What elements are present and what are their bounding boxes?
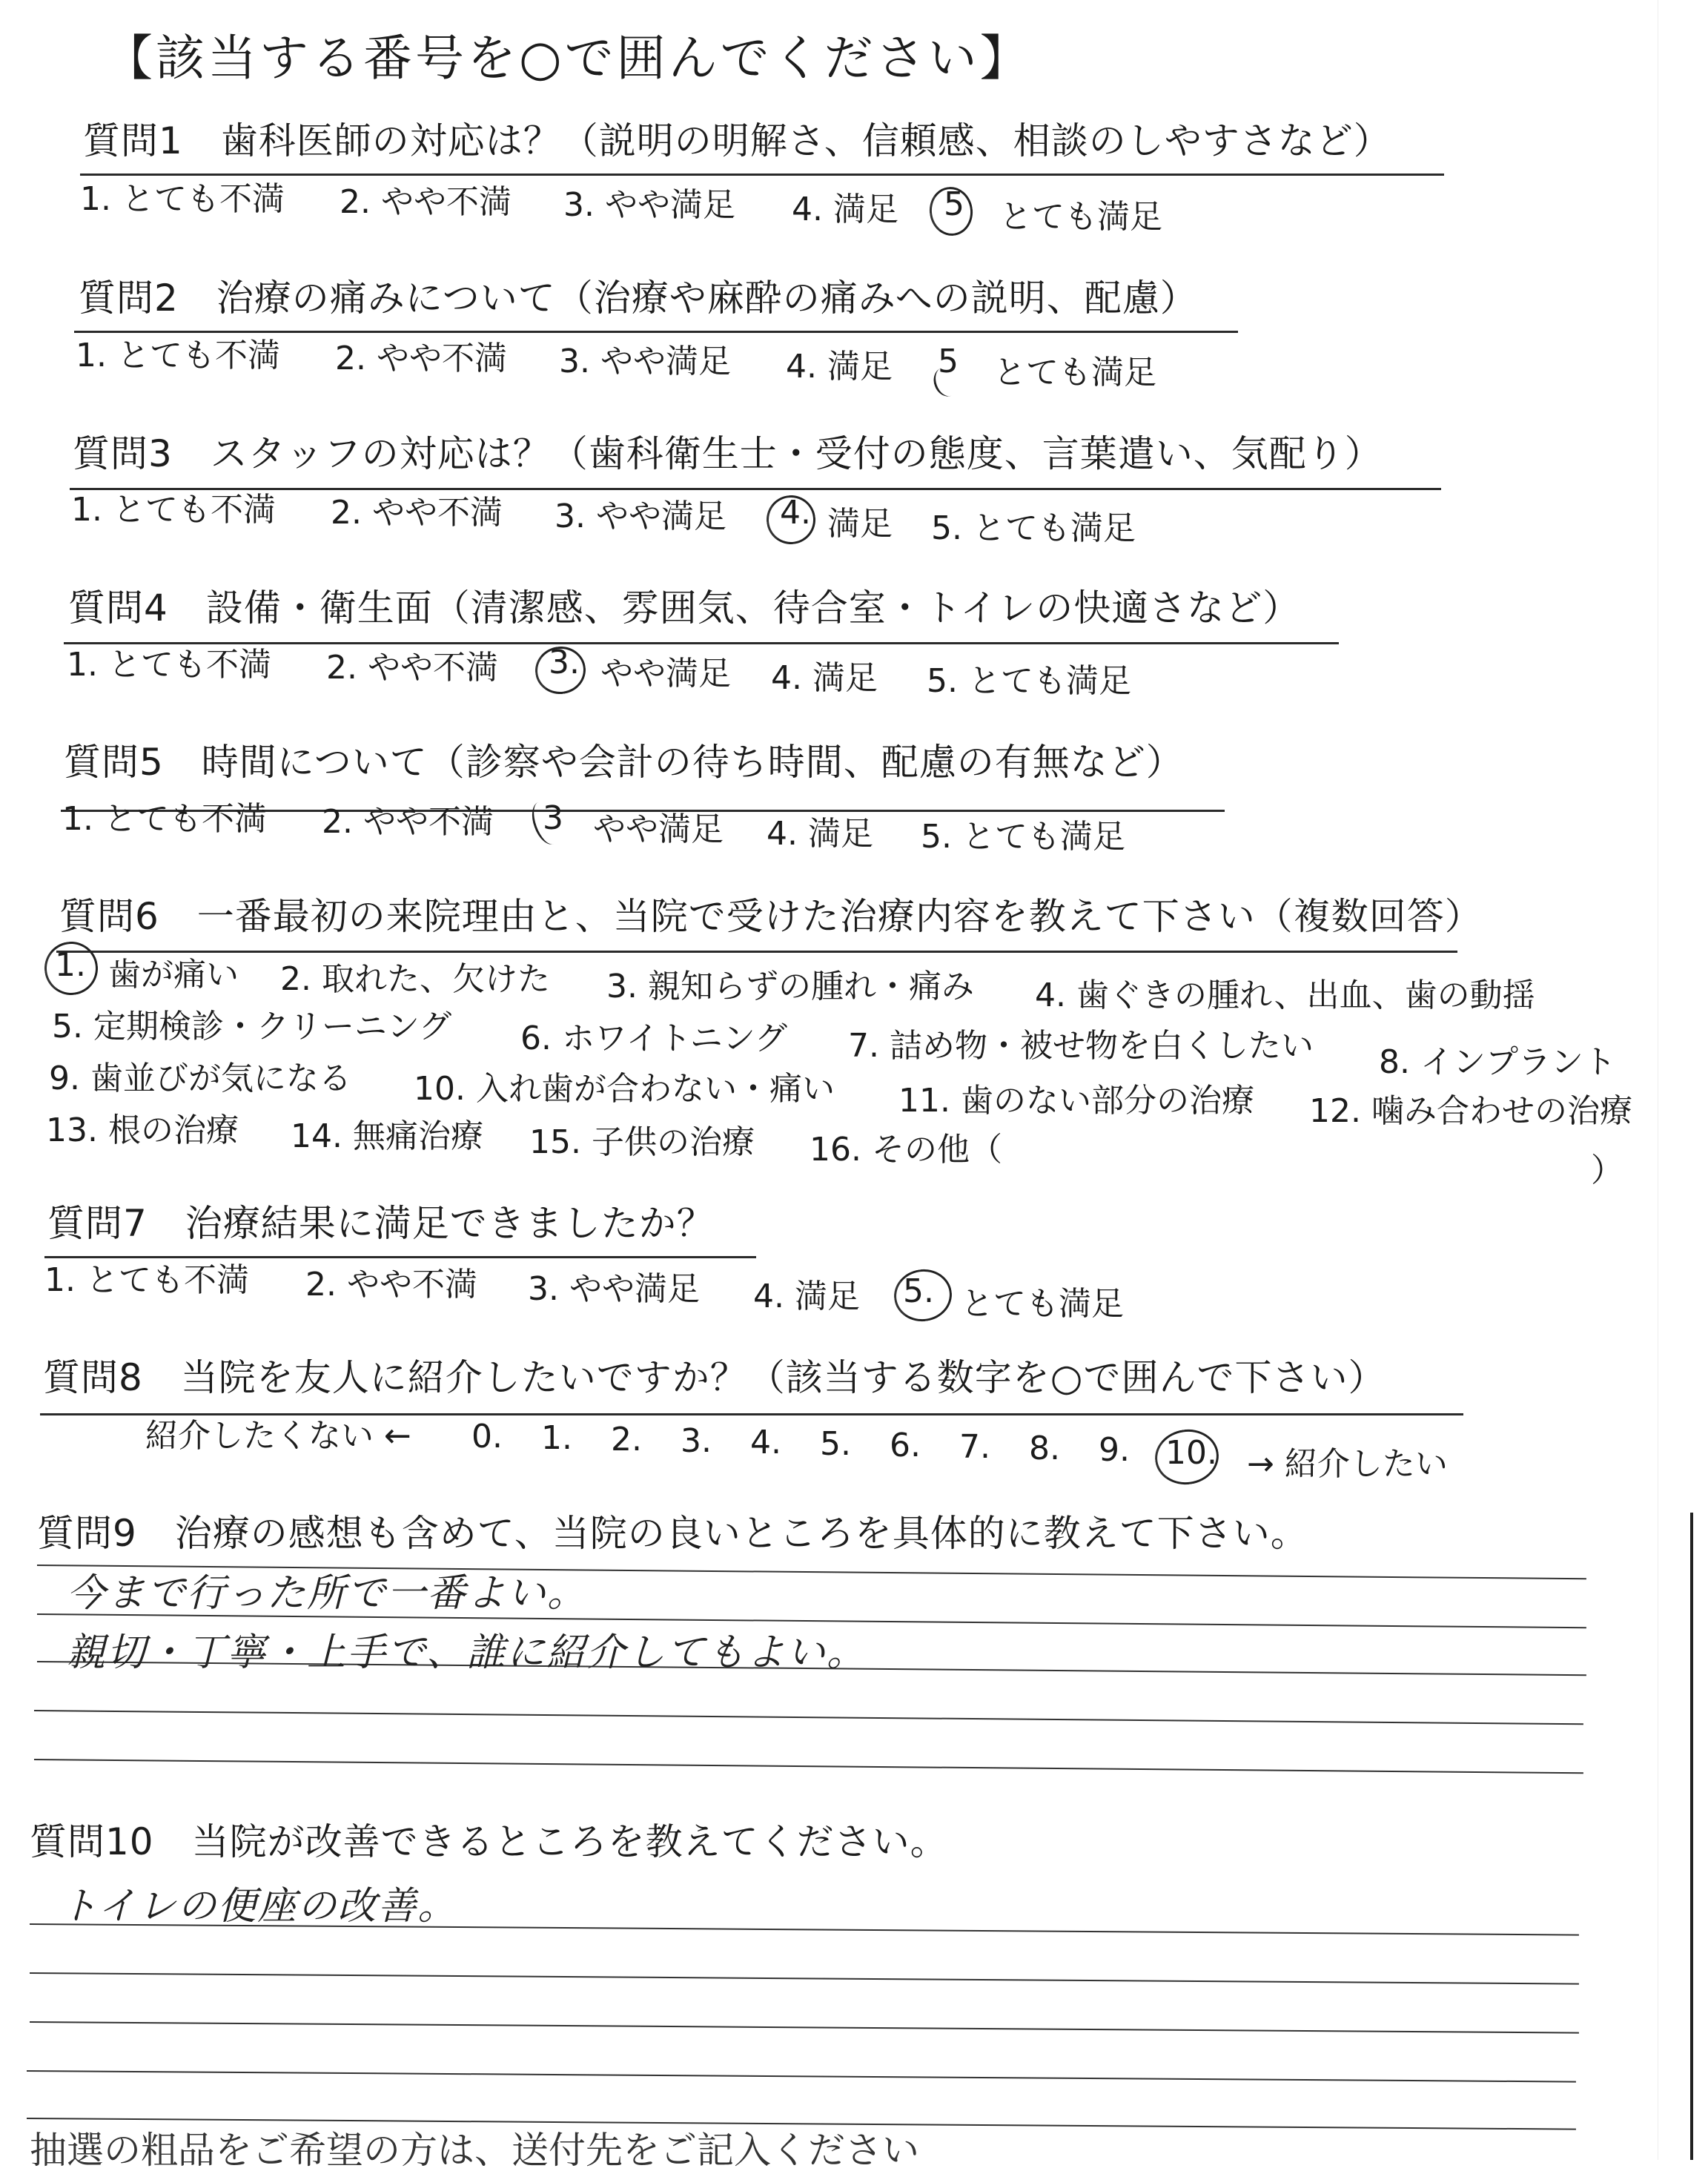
question-9-title: 質問9 治療の感想も含めて、当院の良いところを具体的に教えて下さい。 [37,1512,1308,1555]
q6-option-9[interactable]: 9. 歯並びが気になる [49,1060,351,1097]
question-6-title: 質問6 一番最初の来院理由と、当院で受けた治療内容を教えて下さい（複数回答） [59,895,1483,938]
q2-option-1[interactable]: 1. とても不満 [76,337,280,374]
question-1-underline [80,174,1444,176]
q8-scale-1[interactable]: 1. [541,1419,572,1457]
q5-option-2[interactable]: 2. やや不満 [322,803,494,841]
q6-option-2[interactable]: 2. 取れた、欠けた [280,960,550,998]
q6-option-13[interactable]: 13. 根の治療 [46,1111,239,1149]
q1-option-4[interactable]: 4. 満足 [792,191,898,228]
q6-option-1-number[interactable]: 1. [55,946,86,984]
q2-option-3[interactable]: 3. やや満足 [559,343,731,380]
q2-option-2[interactable]: 2. やや不満 [335,340,507,377]
q3-option-1[interactable]: 1. とても不満 [71,491,276,529]
question-4-title: 質問4 設備・衛生面（清潔感、雰囲気、待合室・トイレの快適さなど） [68,587,1301,630]
question-8-title: 質問8 当院を友人に紹介したいですか？（該当する数字を○で囲んで下さい） [43,1356,1386,1399]
q5-option-5[interactable]: 5. とても満足 [921,818,1125,856]
q6-option-7[interactable]: 7. 詰め物・被せ物を白くしたい [848,1027,1314,1065]
q3-option-4-number[interactable]: 4. [780,494,811,532]
question-5-title: 質問5 時間について（診察や会計の待ち時間、配慮の有無など） [64,741,1184,784]
q7-option-1[interactable]: 1. とても不満 [44,1261,249,1299]
question-1-title: 質問1 歯科医師の対応は？（説明の明解さ、信頼感、相談のしやすさなど） [83,119,1391,162]
q9-handwritten-answer-1[interactable]: 今まで行った所で一番よい。 [67,1571,588,1616]
q8-left-label: 紹介したくない ← [145,1417,411,1455]
q4-option-5[interactable]: 5. とても満足 [927,662,1131,700]
q4-option-2[interactable]: 2. やや不満 [326,649,498,687]
q8-scale-6[interactable]: 6. [890,1427,921,1464]
q3-option-4-label[interactable]: 満足 [827,505,893,543]
q2-option-4[interactable]: 4. 満足 [786,348,893,386]
q8-scale-3[interactable]: 3. [681,1422,712,1460]
q6-option-14[interactable]: 14. 無痛治療 [291,1117,483,1155]
q4-option-3-number[interactable]: 3. [549,644,580,681]
q8-scale-7[interactable]: 7. [959,1428,990,1466]
q5-option-3-number[interactable]: 3 [543,799,563,837]
page-right-edge [1690,1513,1693,2160]
q1-selection-circle [927,184,976,238]
q6-option-16[interactable]: 16. その他（ [810,1131,1002,1169]
q1-option-5-label[interactable]: とても満足 [999,198,1162,236]
q1-option-3[interactable]: 3. やや満足 [563,186,735,224]
q7-option-2[interactable]: 2. やや不満 [305,1266,477,1304]
q8-scale-4[interactable]: 4. [750,1424,781,1461]
footer-text-cut-off: 抽選の粗品をご希望の方は、送付先をご記入ください [30,2129,919,2172]
q6-option-12[interactable]: 12. 噛み合わせの治療 [1309,1092,1632,1130]
q6-other-close-paren: ） [1591,1152,1623,1189]
q7-option-5-label[interactable]: とても満足 [961,1285,1124,1323]
q8-right-label: → 紹介したい [1247,1445,1448,1483]
q7-option-3[interactable]: 3. やや満足 [528,1270,700,1308]
q8-scale-0[interactable]: 0. [471,1418,503,1456]
q10-writing-line-4 [27,2070,1576,2083]
q4-option-4[interactable]: 4. 満足 [771,659,878,697]
question-2-title: 質問2 治療の痛みについて（治療や麻酔の痛みへの説明、配慮） [79,277,1198,320]
q10-writing-line-3 [30,2021,1579,2034]
q2-option-5-number[interactable]: 5 [938,343,959,380]
q8-scale-8[interactable]: 8. [1029,1430,1060,1467]
question-10-title: 質問10 当院が改善できるところを教えてください。 [30,1820,948,1863]
q5-option-1[interactable]: 1. とても不満 [62,800,267,838]
question-3-title: 質問3 スタッフの対応は？（歯科衛生士・受付の態度、言葉遣い、気配り） [73,432,1383,475]
q8-scale-9[interactable]: 9. [1099,1431,1130,1469]
q9-writing-line-4 [34,1710,1583,1725]
q1-option-1[interactable]: 1. とても不満 [80,180,285,218]
q6-option-10[interactable]: 10. 入れ歯が合わない・痛い [414,1070,835,1108]
q6-option-3[interactable]: 3. 親知らずの腫れ・痛み [606,968,974,1005]
q3-option-5[interactable]: 5. とても満足 [931,509,1136,547]
question-6-underline [56,951,1457,953]
q3-option-3[interactable]: 3. やや満足 [555,498,726,535]
q6-option-8[interactable]: 8. インプラント [1379,1043,1616,1081]
q6-option-11[interactable]: 11. 歯のない部分の治療 [898,1082,1254,1120]
q7-selection-circle [891,1266,956,1325]
question-7-title: 質問7 治療結果に満足できましたか？ [47,1202,715,1245]
q6-option-5[interactable]: 5. 定期検診・クリーニング [52,1008,452,1045]
q2-option-5-label[interactable]: とても満足 [993,354,1156,391]
q6-option-1-label[interactable]: 歯が痛い [108,956,239,994]
q6-selection-circle [41,938,101,998]
q3-option-2[interactable]: 2. やや不満 [331,494,503,532]
q8-scale-10[interactable]: 10. [1165,1434,1217,1472]
q6-option-6[interactable]: 6. ホワイトニング [520,1020,788,1057]
q10-handwritten-answer-1[interactable]: トイレの便座の改善。 [59,1884,458,1929]
q4-option-1[interactable]: 1. とても不満 [67,646,271,684]
q6-option-4[interactable]: 4. 歯ぐきの腫れ、出血、歯の動揺 [1035,977,1535,1014]
q9-writing-line-5 [34,1759,1583,1774]
q4-option-3-label[interactable]: やや満足 [600,655,731,693]
q4-selection-circle [532,644,589,698]
q1-option-5-number[interactable]: 5 [944,185,964,223]
q9-handwritten-answer-2[interactable]: 親切・丁寧・上手で、誰に紹介してもよい。 [67,1630,867,1675]
q7-option-5-number[interactable]: 5. [903,1272,934,1310]
q5-option-3-label[interactable]: やや満足 [593,810,724,848]
q1-option-2[interactable]: 2. やや不満 [340,183,512,221]
page-header: 【該当する番号を○で囲んでください】 [104,30,1032,87]
q6-option-15[interactable]: 15. 子供の治療 [529,1123,755,1161]
q8-scale-2[interactable]: 2. [611,1421,642,1458]
q10-writing-line-2 [30,1972,1579,1985]
q8-scale-5[interactable]: 5. [820,1425,851,1463]
q5-option-4[interactable]: 4. 満足 [767,815,873,853]
q7-option-4[interactable]: 4. 満足 [753,1278,860,1315]
